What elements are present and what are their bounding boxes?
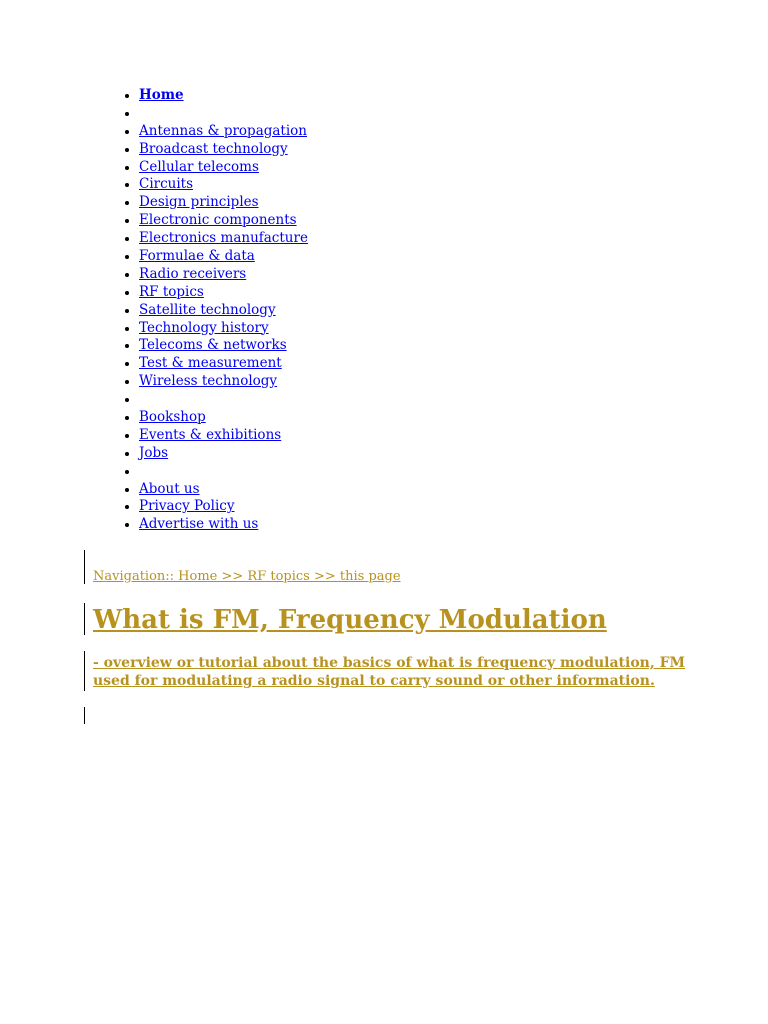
nav-item-jobs xyxy=(139,445,308,463)
nav-link-rf-topics[interactable]: RF topics xyxy=(139,283,204,300)
nav-item-home xyxy=(139,87,308,105)
nav-separator xyxy=(139,105,308,123)
nav-link-home[interactable]: Home xyxy=(139,87,184,103)
left-rule xyxy=(84,603,85,635)
nav-link-test[interactable]: Test & measurement xyxy=(139,355,282,372)
nav-item-privacy xyxy=(139,498,308,516)
nav-link-cellular[interactable]: Cellular telecoms xyxy=(139,158,259,175)
nav-link-broadcast[interactable]: Broadcast technology xyxy=(139,140,288,157)
nav-link-receivers[interactable]: Radio receivers xyxy=(139,265,247,282)
left-rule xyxy=(84,550,85,584)
nav-item-broadcast xyxy=(139,141,308,159)
nav-item-telecoms xyxy=(139,337,308,355)
nav-item-circuits xyxy=(139,176,308,194)
nav-link-about[interactable]: About us xyxy=(139,480,200,497)
nav-item-design xyxy=(139,194,308,212)
nav-link-history[interactable]: Technology history xyxy=(139,319,269,336)
site-navigation xyxy=(0,87,308,534)
nav-item-bookshop xyxy=(139,409,308,427)
nav-link-telecoms[interactable]: Telecoms & networks xyxy=(139,337,287,354)
nav-link-bookshop[interactable]: Bookshop xyxy=(139,409,206,426)
nav-item-history xyxy=(139,320,308,338)
page-subtitle: - overview or tutorial about the basics of what is frequency modulation, FM used for modulating a radio signal to carry sound or other information. xyxy=(93,655,686,689)
nav-item-manufacture xyxy=(139,230,308,248)
nav-item-antennas xyxy=(139,123,308,141)
nav-item-rf-topics xyxy=(139,284,308,302)
nav-link-components[interactable]: Electronic components xyxy=(139,212,297,229)
nav-separator xyxy=(139,463,308,481)
nav-item-test xyxy=(139,355,308,373)
nav-link-satellite[interactable]: Satellite technology xyxy=(139,301,276,318)
nav-link-antennas[interactable]: Antennas & propagation xyxy=(139,122,307,139)
nav-link-privacy[interactable]: Privacy Policy xyxy=(139,498,235,515)
nav-item-receivers xyxy=(139,266,308,284)
nav-separator xyxy=(139,391,308,409)
nav-item-formulae xyxy=(139,248,308,266)
nav-link-circuits[interactable]: Circuits xyxy=(139,176,194,193)
nav-item-wireless xyxy=(139,373,308,391)
nav-item-satellite xyxy=(139,302,308,320)
nav-item-about xyxy=(139,481,308,499)
nav-link-design[interactable]: Design principles xyxy=(139,194,259,211)
breadcrumb[interactable]: Navigation:: Home >> RF topics >> this page xyxy=(93,569,401,584)
nav-item-advertise xyxy=(139,516,308,534)
nav-link-jobs[interactable]: Jobs xyxy=(139,444,169,461)
nav-link-formulae[interactable]: Formulae & data xyxy=(139,248,255,265)
nav-link-wireless[interactable]: Wireless technology xyxy=(139,373,278,390)
nav-link-advertise[interactable]: Advertise with us xyxy=(139,516,259,533)
nav-item-events xyxy=(139,427,308,445)
left-rule xyxy=(84,651,85,691)
left-rule xyxy=(84,707,85,724)
nav-link-events[interactable]: Events & exhibitions xyxy=(139,426,282,443)
nav-item-components xyxy=(139,212,308,230)
nav-link-manufacture[interactable]: Electronics manufacture xyxy=(139,230,308,247)
page-title: What is FM, Frequency Modulation xyxy=(93,605,607,635)
nav-item-cellular xyxy=(139,159,308,177)
